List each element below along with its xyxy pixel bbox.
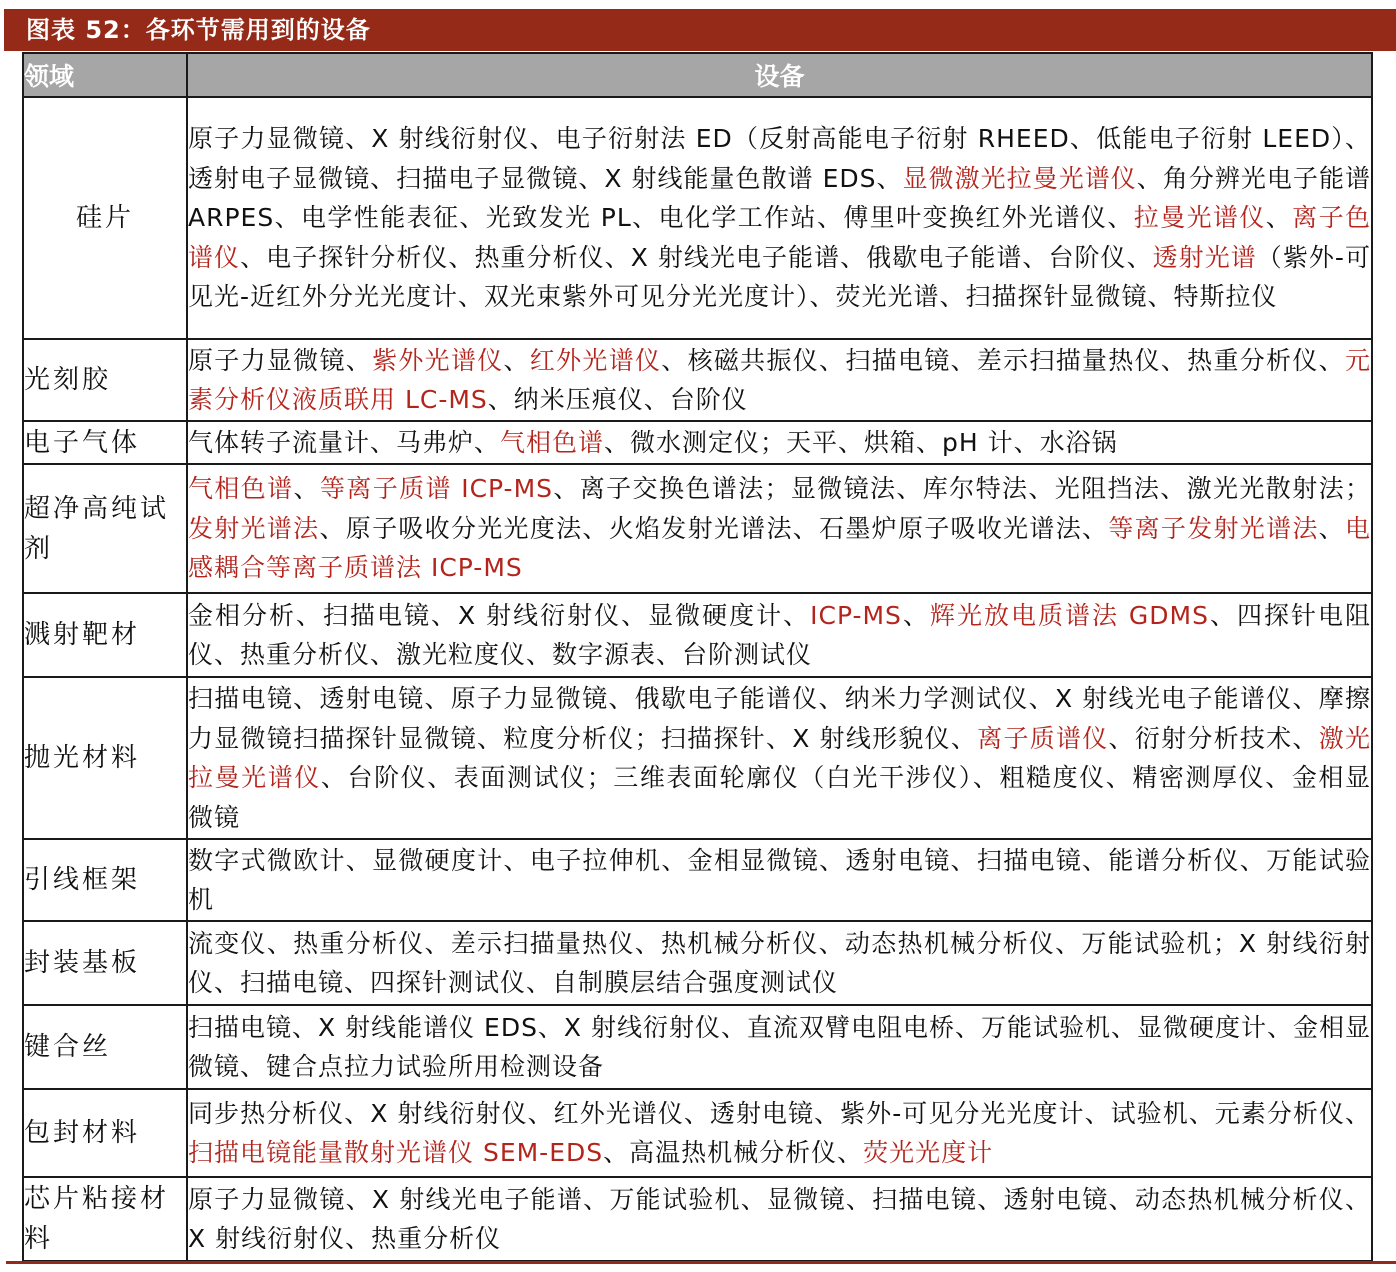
table-row — [23, 677, 1372, 839]
highlighted-equipment-text: 红外光谱仪 — [529, 345, 662, 375]
equipment-table — [22, 52, 1373, 1262]
domain-cell: 电子气体 — [23, 421, 187, 464]
table-row — [23, 97, 1372, 339]
domain-cell: 超净高纯试剂 — [23, 464, 187, 593]
equipment-cell — [187, 1089, 1372, 1177]
equipment-cell — [187, 421, 1372, 464]
equipment-text: 扫描电镜、X 射线能谱仪 EDS、X 射线衍射仪、直流双臂电阻电桥、万能试验机、显微硬度计、金相显微镜、键合点拉力试验所用检测设备 — [188, 1012, 1372, 1081]
highlighted-equipment-text: 气相色谱 — [188, 474, 294, 504]
equipment-text: 扫描电镜、透射电镜、原子力显微镜、俄歇电子能谱仪、纳米力学测试仪、X 射线光电子能谱仪、摩擦力显微镜扫描探针显微镜、粒度分析仪；扫描探针、X 射线形貌仪、 — [188, 684, 1371, 753]
highlighted-equipment-text: 拉曼光谱仪 — [1133, 203, 1266, 233]
equipment-cell — [187, 921, 1372, 1005]
equipment-cell — [187, 464, 1372, 593]
domain-cell: 封装基板 — [23, 921, 187, 1005]
equipment-cell — [187, 1005, 1372, 1089]
equipment-text: 、高温热机械分析仪、 — [603, 1138, 864, 1167]
domain-cell: 光刻胶 — [23, 339, 187, 421]
domain-cell: 抛光材料 — [23, 677, 187, 839]
table-row — [23, 339, 1372, 421]
highlighted-equipment-text: ICP-MS — [810, 600, 902, 630]
domain-cell: 键合丝 — [23, 1005, 187, 1089]
equipment-cell — [187, 677, 1372, 839]
equipment-text: 、 — [293, 474, 320, 504]
table-row — [23, 1177, 1372, 1261]
table-row — [23, 421, 1372, 464]
equipment-text: 气体转子流量计、马弗炉、 — [188, 427, 501, 457]
domain-cell: 溅射靶材 — [23, 593, 187, 677]
domain-cell: 包封材料 — [23, 1089, 187, 1177]
table-row — [23, 464, 1372, 593]
domain-cell: 芯片粘接材料 — [23, 1177, 187, 1261]
equipment-text: 原子力显微镜、X 射线光电子能谱、万能试验机、显微镜、扫描电镜、透射电镜、动态热机械分析仪、X 射线衍射仪、热重分析仪 — [188, 1184, 1371, 1253]
equipment-text: 原子力显微镜、X 射线衍射仪、电子衍射法 ED（反射高能电子衍射 RHEED、低能电子衍射 LEED）、透射电子显微镜、扫描电子显微镜、X 射线能量色散谱 EDS、 — [188, 124, 1371, 193]
equipment-text: 、四探针电阻仪、热重分析仪、激光粒度仪、数字源表、台阶测试仪 — [188, 600, 1371, 669]
highlighted-equipment-text: 元素分析仪液质联用 LC-MS — [188, 345, 1371, 414]
table-row — [23, 1005, 1372, 1089]
highlighted-equipment-text: 等离子质谱 ICP-MS — [319, 474, 554, 504]
highlighted-equipment-text: 电感耦合等离子质谱法 ICP-MS — [188, 513, 1371, 583]
highlighted-equipment-text: 辉光放电质谱法 GDMS — [929, 600, 1209, 630]
equipment-text: 、台阶仪、表面测试仪；三维表面轮廓仪（白光干涉仪）、粗糙度仪、精密测厚仪、金相显微镜 — [188, 763, 1371, 832]
equipment-text: 、离子交换色谱法；显微镜法、库尔特法、光阻挡法、激光光散射法； — [553, 474, 1371, 504]
highlighted-equipment-text: 等离子发射光谱法 — [1108, 513, 1319, 543]
table-body — [23, 97, 1372, 1261]
equipment-text: 、衍射分析技术、 — [1108, 723, 1319, 753]
equipment-cell — [187, 97, 1372, 339]
equipment-text: 、纳米压痕仪、台阶仪 — [487, 385, 748, 414]
equipment-text: 原子力显微镜、 — [188, 345, 373, 375]
table-row — [23, 921, 1372, 1005]
highlighted-equipment-text: 荧光光度计 — [863, 1138, 994, 1167]
figure-title-bar — [4, 9, 1396, 51]
equipment-text: （紫外-可见光-近红外分光光度计、双光束紫外可见分光光度计）、荧光光谱、扫描探针显微镜、特斯拉仪 — [188, 242, 1371, 312]
table-row — [23, 593, 1372, 677]
highlighted-equipment-text: 离子质谱仪 — [977, 723, 1109, 753]
table-row — [23, 1089, 1372, 1177]
equipment-cell — [187, 593, 1372, 677]
highlighted-equipment-text: 激光拉曼光谱仪 — [188, 723, 1371, 792]
equipment-text: 、微水测定仪；天平、烘箱、pH 计、水浴锅 — [604, 427, 1118, 457]
equipment-text: 、 — [503, 345, 530, 375]
equipment-text: 、 — [1318, 513, 1345, 543]
table-row — [23, 839, 1372, 921]
column-header-equipment: 设备 — [187, 53, 1372, 97]
equipment-text: 、角分辨光电子能谱 ARPES、电学性能表征、光致发光 PL、电化学工作站、傅里叶变换红外光谱仪、 — [188, 163, 1371, 233]
highlighted-equipment-text: 气相色谱 — [500, 427, 605, 457]
figure-title: 图表 52：各环节需用到的设备 — [26, 16, 371, 44]
highlighted-equipment-text: 紫外光谱仪 — [372, 345, 504, 375]
equipment-text: 、原子吸收分光光度法、火焰发射光谱法、石墨炉原子吸收光谱法、 — [319, 513, 1109, 543]
highlighted-equipment-text: 透射光谱 — [1152, 242, 1257, 272]
equipment-text: 金相分析、扫描电镜、X 射线衍射仪、显微硬度计、 — [188, 600, 811, 630]
domain-cell: 引线框架 — [23, 839, 187, 921]
equipment-text: 、电子探针分析仪、热重分析仪、X 射线光电子能谱、俄歇电子能谱、台阶仪、 — [240, 242, 1153, 272]
equipment-cell — [187, 839, 1372, 921]
equipment-text: 流变仪、热重分析仪、差示扫描量热仪、热机械分析仪、动态热机械分析仪、万能试验机；X 射线衍射仪、扫描电镜、四探针测试仪、自制膜层结合强度测试仪 — [188, 928, 1371, 997]
column-header-domain: 领域 — [23, 53, 187, 97]
equipment-text: 、 — [1265, 203, 1293, 233]
equipment-text: 、核磁共振仪、扫描电镜、差示扫描量热仪、热重分析仪、 — [661, 345, 1345, 375]
equipment-text: 、 — [901, 600, 930, 630]
equipment-text: 同步热分析仪、X 射线衍射仪、红外光谱仪、透射电镜、紫外-可见分光光度计、试验机、元素分析仪、 — [188, 1098, 1371, 1128]
equipment-cell — [187, 339, 1372, 421]
highlighted-equipment-text: 发射光谱法 — [188, 513, 320, 543]
equipment-text: 数字式微欧计、显微硬度计、电子拉伸机、金相显微镜、透射电镜、扫描电镜、能谱分析仪、万能试验机 — [188, 845, 1371, 914]
domain-cell: 硅片 — [23, 97, 187, 339]
highlighted-equipment-text: 显微激光拉曼光谱仪 — [902, 163, 1137, 193]
highlighted-equipment-text: 扫描电镜能量散射光谱仪 SEM-EDS — [188, 1138, 604, 1167]
table-header-row — [23, 53, 1372, 97]
bottom-divider — [6, 1261, 1396, 1264]
highlighted-equipment-text: 离子色谱仪 — [188, 203, 1371, 272]
equipment-cell — [187, 1177, 1372, 1261]
